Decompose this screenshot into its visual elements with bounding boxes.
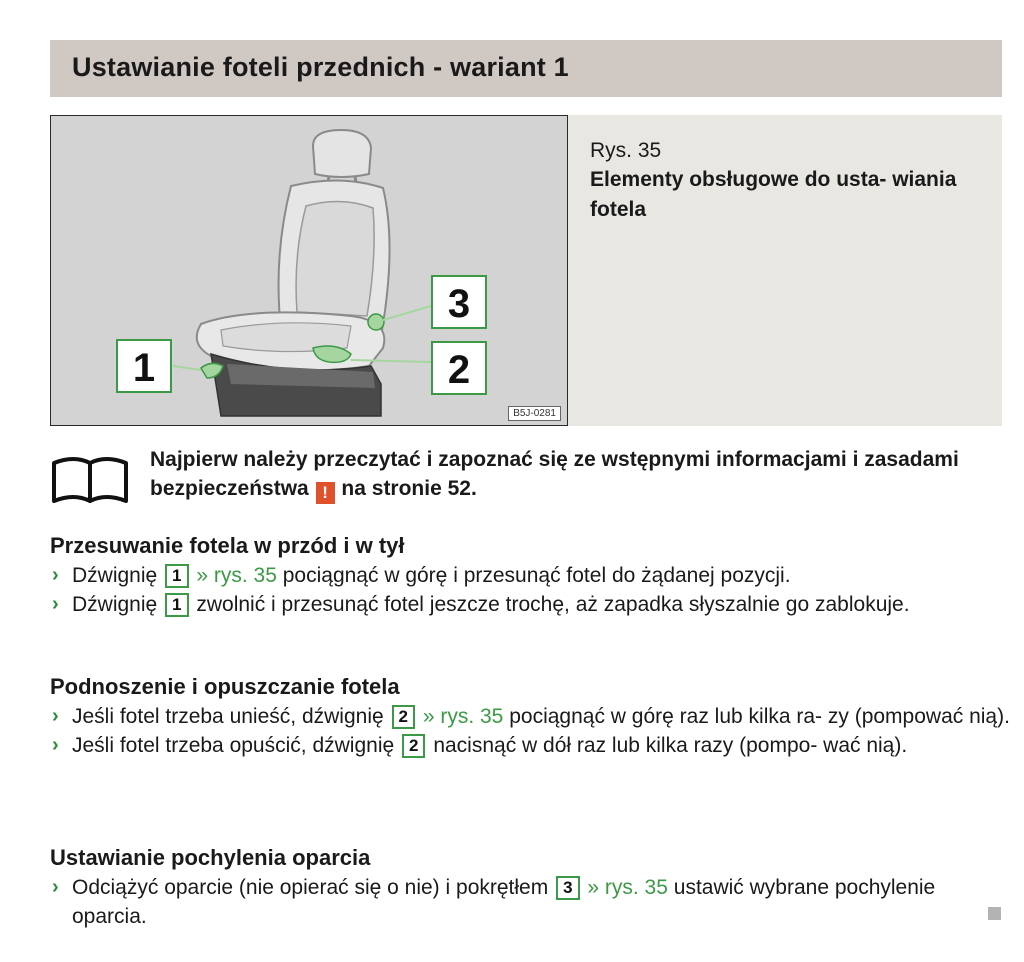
list-item: › Odciążyć oparcie (nie opierać się o nie) i pokrętłem 3 » rys. 35 ustawić wybrane pochylenie oparcia. [50,873,1010,931]
warning-icon: ! [316,482,335,504]
figure-panel [50,115,1002,426]
instruction-list [50,561,1010,619]
book-icon [50,449,130,505]
instruction-list [50,873,1010,931]
seat-illustration [51,116,567,425]
lever-badge: 1 [165,564,188,588]
bullet-icon: › [52,593,59,615]
note-text-before: Najpierw należy przeczytać i zapoznać się ze wstępnymi informacjami i zasadami bezpieczeństwa [150,448,959,500]
section-heading: Przesuwanie fotela w przód i w tył [50,533,405,558]
page-title: Ustawianie foteli przednich - wariant 1 [72,52,569,82]
section-heading: Podnoszenie i opuszczanie fotela [50,674,400,699]
figure-id-label: B5J-0281 [508,406,561,421]
figure-caption [590,139,980,225]
caption-title: Elementy obsługowe do usta- wiania fotela [590,168,957,221]
page-corner-marker [988,907,1001,920]
lever-badge: 2 [392,705,415,729]
safety-note [50,445,1002,507]
list-item: › Dźwignię 1 » rys. 35 pociągnąć w górę i przesunąć fotel do żądanej pozycji. [50,561,1010,590]
section-height [50,672,1010,760]
lever-badge: 2 [402,734,425,758]
list-item: › Jeśli fotel trzeba opuścić, dźwignię 2 nacisnąć w dół raz lub kilka razy (pompo- wać nią). [50,731,1010,760]
bullet-icon: › [52,876,59,898]
title-bar [50,40,1002,97]
section-slide [50,531,1010,619]
list-item: › Jeśli fotel trzeba unieść, dźwignię 2 » rys. 35 pociągnąć w górę raz lub kilka ra- zy (pompować nią). [50,702,1010,731]
figure-link[interactable]: » rys. 35 [196,564,277,587]
note-text [150,445,1000,504]
seat-figure [50,115,568,426]
callout-3: 3 [447,282,471,326]
callout-2: 2 [447,348,471,392]
caption-number: Rys. 35 [590,139,662,162]
section-backrest [50,843,1010,931]
list-item: › Dźwignię 1 zwolnić i przesunąć fotel jeszcze trochę, aż zapadka słyszalnie go zablokuje. [50,590,1010,619]
figure-link[interactable]: » rys. 35 [422,705,504,728]
knob-badge: 3 [556,876,579,900]
note-page-link[interactable]: na stronie 52. [341,477,477,500]
section-heading: Ustawianie pochylenia oparcia [50,845,371,870]
callout-1: 1 [132,346,156,390]
instruction-list [50,702,1010,760]
bullet-icon: › [52,734,59,756]
bullet-icon: › [52,705,59,727]
figure-link[interactable]: » rys. 35 [587,876,668,899]
bullet-icon: › [52,564,59,586]
lever-badge: 1 [165,593,188,617]
